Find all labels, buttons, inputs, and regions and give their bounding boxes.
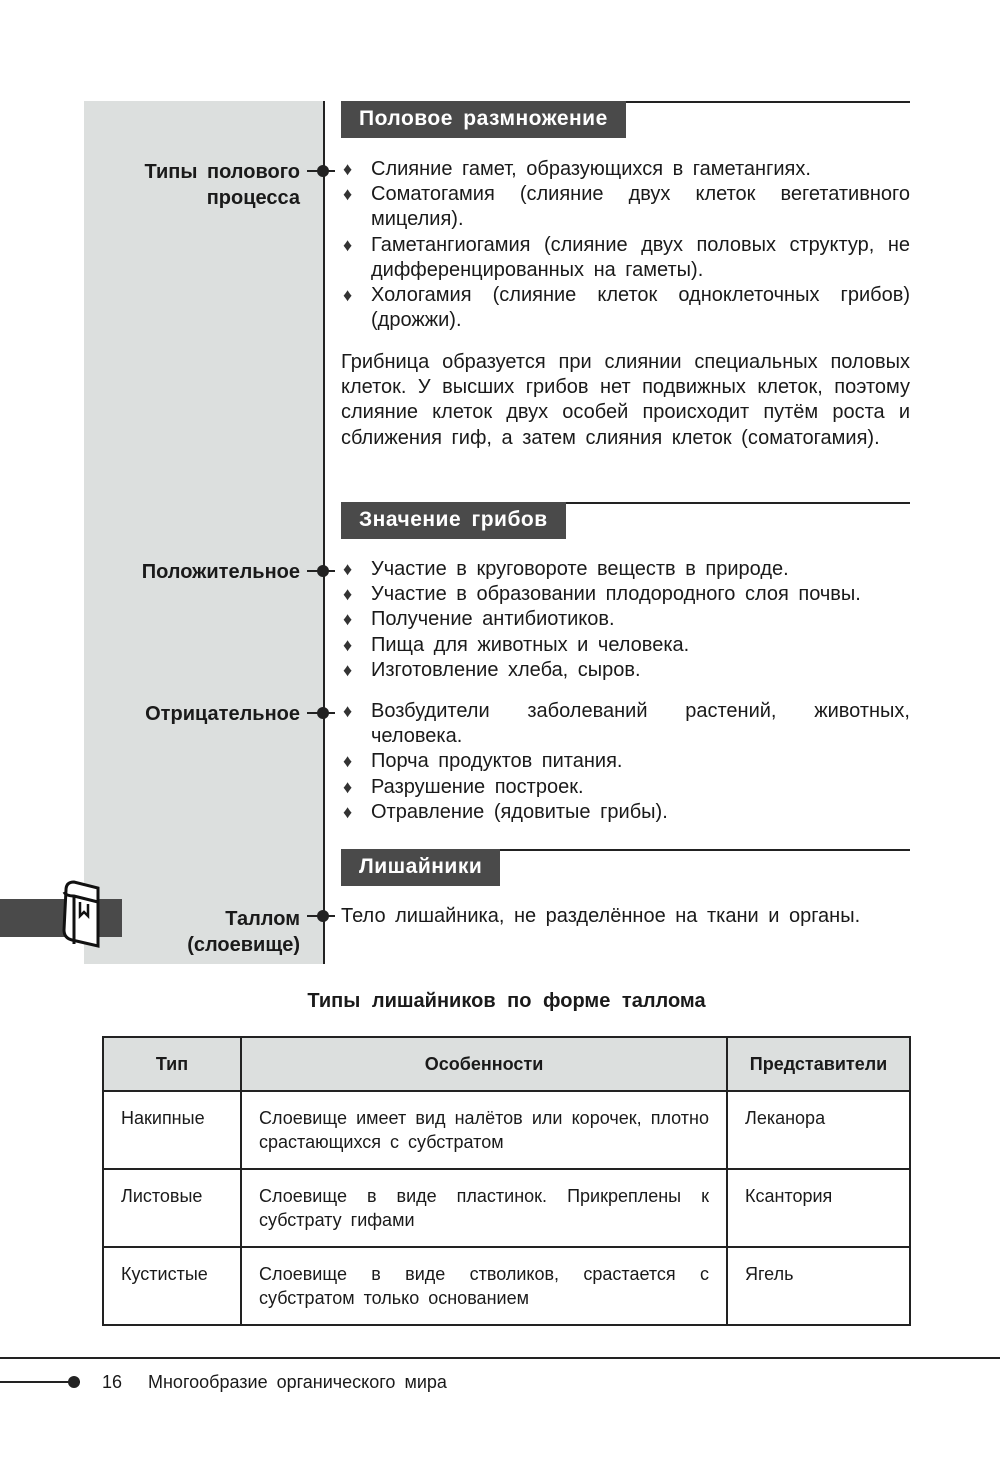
cell-type: Кустистые	[103, 1247, 241, 1325]
book-icon	[58, 880, 106, 952]
diamond-bullet-icon: ♦	[343, 559, 353, 579]
list-item	[341, 182, 910, 232]
item-text: Участие в круговороте веществ в природе.	[371, 558, 789, 580]
section-title: Значение грибов	[341, 502, 566, 539]
section-header-sexual-reproduction	[341, 101, 910, 141]
diamond-bullet-icon: ♦	[343, 751, 353, 772]
lichen-types-table	[102, 1036, 911, 1326]
paragraph: Грибница образуется при слиянии специальных половых клеток. У высших грибов нет подвижных клеток, поэтому слияние клеток двух особей происходит путём роста и сближения гиф, а затем слияния клеток (соматогамия).	[341, 351, 910, 449]
diamond-bullet-icon: ♦	[343, 634, 353, 655]
list-item	[341, 699, 910, 749]
cell-features: Слоевище в виде пластинок. Прикреплены к субстрату гифами	[241, 1169, 727, 1247]
connector-dot	[307, 570, 335, 572]
cell-representative: Ксантория	[727, 1169, 910, 1247]
table-row	[103, 1091, 910, 1169]
header-type: Тип	[103, 1037, 241, 1091]
label-thallus: Таллом (слоевище)	[187, 908, 300, 956]
table-row	[103, 1247, 910, 1325]
item-text: Слияние гамет, образующихся в гаметангиях.	[371, 158, 811, 180]
cell-representative: Леканора	[727, 1091, 910, 1169]
list-item	[341, 283, 910, 333]
label-positive: Положительное	[141, 561, 300, 583]
diamond-bullet-icon: ♦	[343, 159, 353, 179]
item-text: Отравление (ядовитые грибы).	[371, 800, 668, 823]
table-row	[103, 1169, 910, 1247]
cell-representative: Ягель	[727, 1247, 910, 1325]
list-item	[341, 800, 910, 825]
item-text: Получение антибиотиков.	[371, 608, 615, 631]
diamond-bullet-icon: ♦	[343, 659, 353, 680]
header-features: Особенности	[241, 1037, 727, 1091]
page-number: 16	[102, 1372, 123, 1392]
list-item	[341, 658, 910, 683]
diamond-bullet-icon: ♦	[343, 701, 353, 721]
cell-features: Слоевище в виде стволиков, срастается с субстратом только основанием	[241, 1247, 727, 1325]
item-text: Изготовление хлеба, сыров.	[371, 658, 641, 681]
item-text: Порча продуктов питания.	[371, 750, 623, 773]
section-header-significance	[341, 502, 910, 542]
diamond-bullet-icon: ♦	[343, 609, 353, 630]
connector-dot	[307, 170, 335, 172]
table-header-row	[103, 1037, 910, 1091]
sexual-process-list	[341, 157, 910, 333]
list-item	[341, 775, 910, 800]
list-item	[341, 582, 910, 607]
diamond-bullet-icon: ♦	[343, 234, 353, 255]
diamond-bullet-icon: ♦	[343, 801, 353, 822]
negative-list	[341, 699, 910, 825]
cell-type: Накипные	[103, 1091, 241, 1169]
table-caption: Типы лишайников по форме таллома	[307, 990, 706, 1012]
positive-list	[341, 557, 910, 683]
item-text: Соматогамия (слияние двух клеток вегетативного мицелия).	[371, 183, 910, 231]
list-item	[341, 557, 910, 582]
diamond-bullet-icon: ♦	[343, 285, 353, 306]
section-title: Лишайники	[341, 849, 500, 886]
cell-type: Листовые	[103, 1169, 241, 1247]
cell-features: Слоевище имеет вид налётов или корочек, плотно срастающихся с субстратом	[241, 1091, 727, 1169]
footer-dot	[68, 1376, 80, 1388]
diamond-bullet-icon: ♦	[343, 776, 353, 797]
item-text: Возбудители заболеваний растений, животных, человека.	[371, 700, 910, 748]
diamond-bullet-icon: ♦	[343, 584, 353, 605]
section-header-lichens	[341, 849, 910, 889]
section-title: Половое размножение	[341, 101, 626, 138]
label-sexual-process: Типы полового процесса	[144, 161, 300, 209]
item-text: Гаметангиогамия (слияние двух половых структур, не дифференцированных на гаметы).	[371, 233, 910, 281]
header-representatives: Представители	[727, 1037, 910, 1091]
item-text: Хологамия (слияние клеток одноклеточных грибов) (дрожжи).	[371, 284, 910, 332]
diamond-bullet-icon: ♦	[343, 184, 353, 205]
footer-rule	[0, 1357, 1000, 1359]
list-item	[341, 749, 910, 774]
item-text: Участие в образовании плодородного слоя почвы.	[371, 583, 861, 606]
connector-dot	[307, 712, 335, 714]
timeline-line	[323, 101, 325, 964]
list-item	[341, 233, 910, 283]
list-item	[341, 633, 910, 658]
list-item	[341, 157, 910, 182]
footer-title: Многообразие органического мира	[148, 1372, 447, 1392]
connector-dot	[307, 915, 335, 917]
item-text: Пища для животных и человека.	[371, 633, 690, 656]
label-negative: Отрицательное	[145, 703, 300, 725]
list-item	[341, 607, 910, 632]
thallus-definition: Тело лишайника, не разделённое на ткани и органы.	[341, 905, 861, 927]
sidebar-background	[84, 101, 324, 964]
item-text: Разрушение построек.	[371, 775, 584, 798]
